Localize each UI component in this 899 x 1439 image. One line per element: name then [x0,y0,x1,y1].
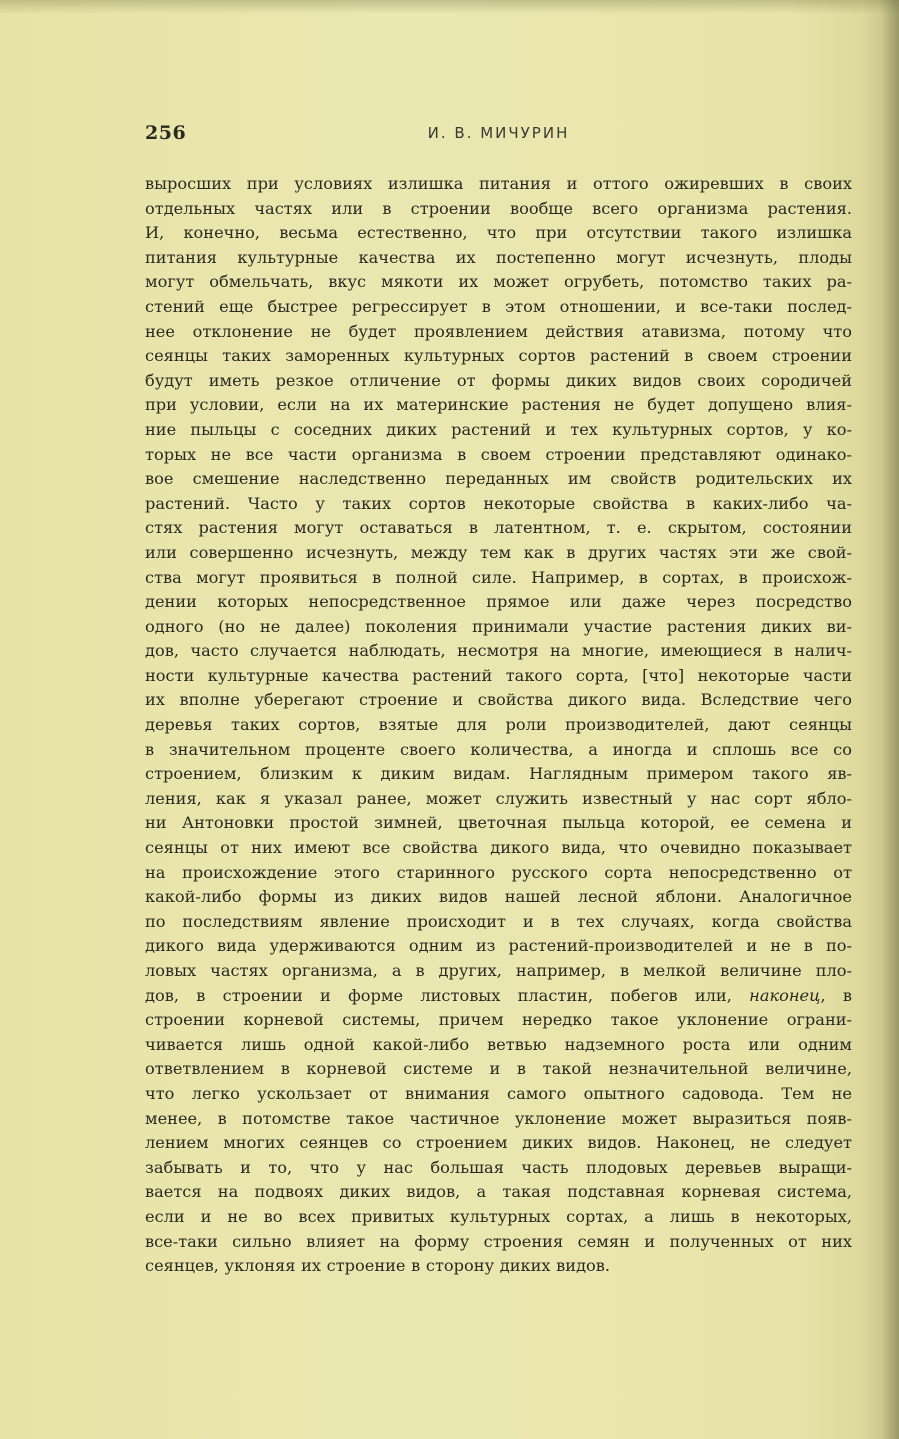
text-line-15: стях растения могут оставаться в латентном, т. е. скрытом, состоянии [145,518,852,538]
text-line-35: строении корневой системы, причем нередко такое уклонение ограни- [145,1010,852,1030]
text-line-27: ни Антоновки простой зимней, цветочная пыльца которой, ее семена и [145,813,852,833]
text-line-18: дении которых непосредственное прямое или даже через посредство [145,592,852,612]
text-line-21: ности культурные качества растений такого сорта, [что] некоторые части [145,665,852,685]
text-line-29: на происхождение этого старинного русского сорта непосредственно от [145,862,852,882]
text-line-38: что легко ускользает от внимания самого опытного садовода. Тем не [145,1083,852,1103]
text-line-9: будут иметь резкое отличение от формы диких видов своих сородичей [145,370,852,390]
text-line-30: какой-либо формы из диких видов нашей лесной яблони. Аналогичное [145,887,852,907]
text-line-39: менее, в потомстве такое частичное уклонение может выразиться появ- [145,1108,852,1128]
page-top-shadow [0,0,899,14]
text-line-43: если и не во всех привитых культурных сортах, а лишь в некоторых, [145,1206,852,1226]
text-line-14: растений. Часто у таких сортов некоторые свойства в каких-либо ча- [145,493,852,513]
text-line-41: забывать и то, что у нас большая часть плодовых деревьев выращи- [145,1157,852,1177]
text-line-31: по последствиям явление происходит и в тех случаях, когда свойства [145,911,852,931]
text-line-7: нее отклонение не будет проявлением действия атавизма, потому что [145,321,852,341]
text-line-32: дикого вида удерживаются одним из растений-производителей и не в по- [145,936,852,956]
text-line-22: их вполне уберегают строение и свойства дикого вида. Вследствие чего [145,690,852,710]
text-line-20: дов, часто случается наблюдать, несмотря на многие, имеющиеся в налич- [145,641,852,661]
text-line-25: строением, близким к диким видам. Наглядным примером такого яв- [145,764,852,784]
text-line-45: сеянцев, уклоняя их строение в сторону диких видов. [145,1256,611,1276]
text-line-26: ления, как я указал ранее, может служить известный у нас сорт ябло- [145,788,852,808]
text-line-1: выросших при условиях излишка питания и оттого ожиревших в своих [145,174,852,193]
text-line-8: сеянцы таких заморенных культурных сортов растений в своем строении [145,346,852,366]
text-line-2: отдельных частях или в строении вообще всего организма растения. [145,198,852,218]
text-line-42: вается на подвоях диких видов, а такая подставная корневая система, [145,1182,852,1202]
italic-word: наконец [749,985,821,1005]
text-line-19: одного (но не далее) поколения принимали участие растения диких ви- [145,616,852,636]
text-line-16: или совершенно исчезнуть, между тем как в других частях эти же свой- [145,542,852,562]
text-line-40: лением многих сеянцев со строением диких видов. Наконец, не следует [145,1133,852,1153]
text-line-37: ответвлением в корневой системе и в такой незначительной величине, [145,1059,852,1079]
running-head [145,122,852,150]
text-line-34 [145,984,852,1009]
page-number: 256 [145,122,187,144]
running-title: И. В. МИЧУРИН [427,124,570,142]
text-line-33: ловых частях организма, а в других, например, в мелкой величине пло- [145,961,852,980]
text-line-34-tail: , в [820,985,852,1005]
text-line-13: вое смешение наследственно переданных им свойств родительских их [145,469,852,489]
text-line-28: сеянцы от них имеют все свойства дикого вида, что очевидно показывает [145,838,852,858]
text-line-24: в значительном проценте своего количества, а иногда и сплошь все со [145,739,852,759]
text-line-36: чивается лишь одной какой-либо ветвью надземного роста или одним [145,1034,852,1054]
text-line-34-main: дов, в строении и форме листовых пластин, побегов или, [145,985,732,1005]
text-line-44: все-таки сильно влияет на форму строения семян и полученных от них [145,1231,852,1251]
text-line-5: могут обмельчать, вкус мякоти их может огрубеть, потомство таких ра- [145,272,852,292]
text-line-11: ние пыльцы с соседних диких растений и тех культурных сортов, у ко- [145,419,852,439]
text-line-6: стений еще быстрее регрессирует в этом отношении, и все-таки послед- [145,296,852,316]
text-line-3: И, конечно, весьма естественно, что при отсутствии такого излишка [145,223,852,243]
text-line-12: торых не все части организма в своем строении представляют одинако- [145,444,852,464]
body-text [145,172,852,1279]
page-edge-shadow [881,0,899,1439]
text-line-23: деревья таких сортов, взятые для роли производителей, дают сеянцы [145,715,852,735]
text-line-17: ства могут проявиться в полной силе. Например, в сортах, в происхож- [145,567,852,587]
text-line-4: питания культурные качества их постепенно могут исчезнуть, плоды [145,247,852,267]
text-line-10: при условии, если на их материнские растения не будет допущено влия- [145,395,852,415]
